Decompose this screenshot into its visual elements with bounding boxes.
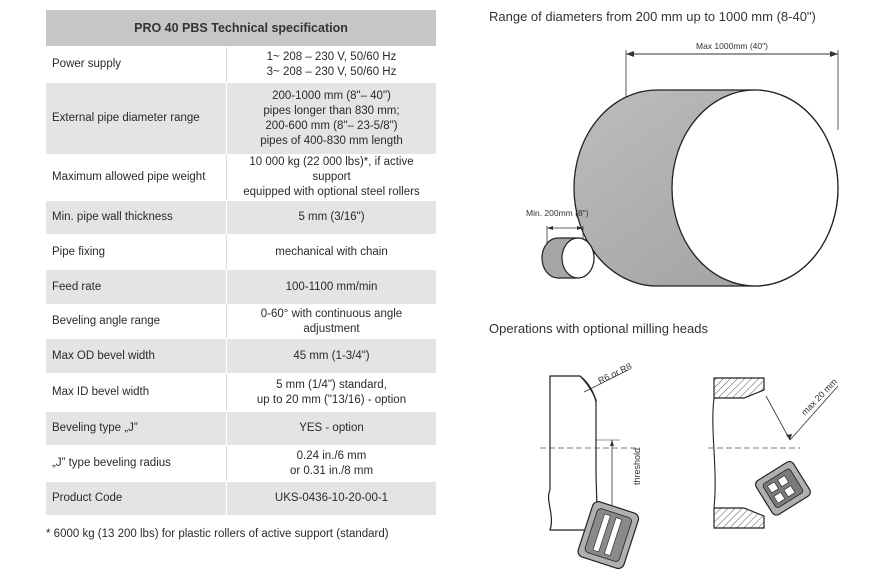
spec-row: [46, 374, 436, 412]
spec-table: [46, 10, 436, 516]
spec-value-line: 45 mm (1-3/4"): [293, 349, 370, 362]
spec-row: [46, 155, 436, 201]
top-wall-section: [714, 378, 764, 398]
spec-row: [46, 305, 436, 339]
max-arrow-right: [830, 51, 838, 57]
spec-value: [227, 270, 437, 305]
spec-label: Pipe fixing: [46, 235, 227, 270]
max-diameter-label: Max 1000mm (40"): [696, 41, 768, 51]
spec-row: [46, 47, 436, 83]
spec-label: „J” type beveling radius: [46, 446, 227, 482]
spec-value-line: 10 000 kg (22 000 lbs)*, if active support: [249, 156, 414, 183]
spec-value: [227, 446, 437, 482]
diameter-heading: Range of diameters from 200 mm up to 1000 mm (8-40"): [489, 9, 816, 24]
spec-value: [227, 412, 437, 446]
spec-label: Max OD bevel width: [46, 339, 227, 374]
small-pipe-opening: [562, 238, 594, 278]
spec-value-line: equipped with optional steel rollers: [243, 186, 420, 198]
diameter-illustration: [500, 30, 884, 290]
spec-value-line: 200-1000 mm (8"– 40"): [272, 89, 391, 102]
spec-value: [227, 155, 437, 201]
max-bevel-label: max 20 mm: [799, 376, 840, 418]
min-diameter-label: Min. 200mm (8"): [526, 208, 589, 218]
spec-value-line: 200-600 mm (8"– 23-5/8"): [265, 119, 398, 132]
spec-value-line: 5 mm (1/4") standard,: [276, 378, 387, 391]
spec-row: [46, 446, 436, 482]
spec-label: Product Code: [46, 482, 227, 516]
large-pipe-opening: [672, 90, 838, 286]
spec-value-line: or 0.31 in./8 mm: [289, 464, 374, 477]
bottom-wall-section: [714, 508, 764, 528]
spec-label: Beveling type „J”: [46, 412, 227, 446]
spec-row: [46, 412, 436, 446]
spec-row: [46, 482, 436, 516]
spec-value-line: mechanical with chain: [275, 245, 388, 258]
spec-value-line: 1~ 208 – 230 V, 50/60 Hz: [266, 50, 397, 63]
spec-label: Beveling angle range: [46, 305, 227, 339]
spec-value: [227, 374, 437, 412]
spec-value-line: pipes of 400-830 mm length: [260, 134, 403, 147]
milling-head-right: [754, 460, 813, 517]
footnote: * 6000 kg (13 200 lbs) for plastic rollers of active support (standard): [46, 528, 389, 540]
spec-value-line: 5 mm (3/16"): [298, 211, 365, 223]
bevel-dimension-a: [766, 396, 790, 440]
spec-value-line: 0-60° with continuous angle adjustment: [260, 307, 403, 335]
spec-value-line: 3~ 208 – 230 V, 50/60 Hz: [266, 65, 397, 78]
spec-value-line: 0.24 in./6 mm: [296, 449, 367, 462]
spec-label: Min. pipe wall thickness: [46, 201, 227, 235]
spec-value-line: up to 20 mm ("13/16) - option: [256, 393, 407, 406]
spec-label: External pipe diameter range: [46, 83, 227, 155]
spec-value: [227, 339, 437, 374]
spec-label: Feed rate: [46, 270, 227, 305]
spec-label: Maximum allowed pipe weight: [46, 155, 227, 201]
milling-heading: Operations with optional milling heads: [489, 321, 708, 336]
spec-value-line: UKS-0436-10-20-00-1: [274, 492, 389, 504]
spec-value-line: 100-1100 mm/min: [285, 280, 378, 293]
spec-row: [46, 201, 436, 235]
spec-value: [227, 201, 437, 235]
radius-label: R6 or R8: [596, 361, 634, 386]
spec-value-line: pipes longer than 830 mm;: [263, 104, 400, 117]
spec-table-title: PRO 40 PBS Technical specification: [46, 10, 436, 47]
threshold-label: threshold: [632, 447, 642, 485]
j-bevel-diagram: [540, 361, 642, 570]
spec-value: [227, 305, 437, 339]
spec-row: [46, 83, 436, 155]
spec-value-line: YES - option: [299, 422, 364, 434]
spec-value: [227, 83, 437, 155]
max-arrow-left: [626, 51, 634, 57]
inner-bevel-diagram: [708, 377, 839, 528]
spec-row: [46, 270, 436, 305]
spec-label: Max ID bevel width: [46, 374, 227, 412]
spec-value: [227, 47, 437, 83]
milling-illustration: [500, 340, 884, 586]
spec-label: Power supply: [46, 47, 227, 83]
spec-row: [46, 235, 436, 270]
spec-row: [46, 339, 436, 374]
spec-value: [227, 235, 437, 270]
pipe-wall-section: [549, 376, 597, 530]
spec-value: [227, 482, 437, 516]
